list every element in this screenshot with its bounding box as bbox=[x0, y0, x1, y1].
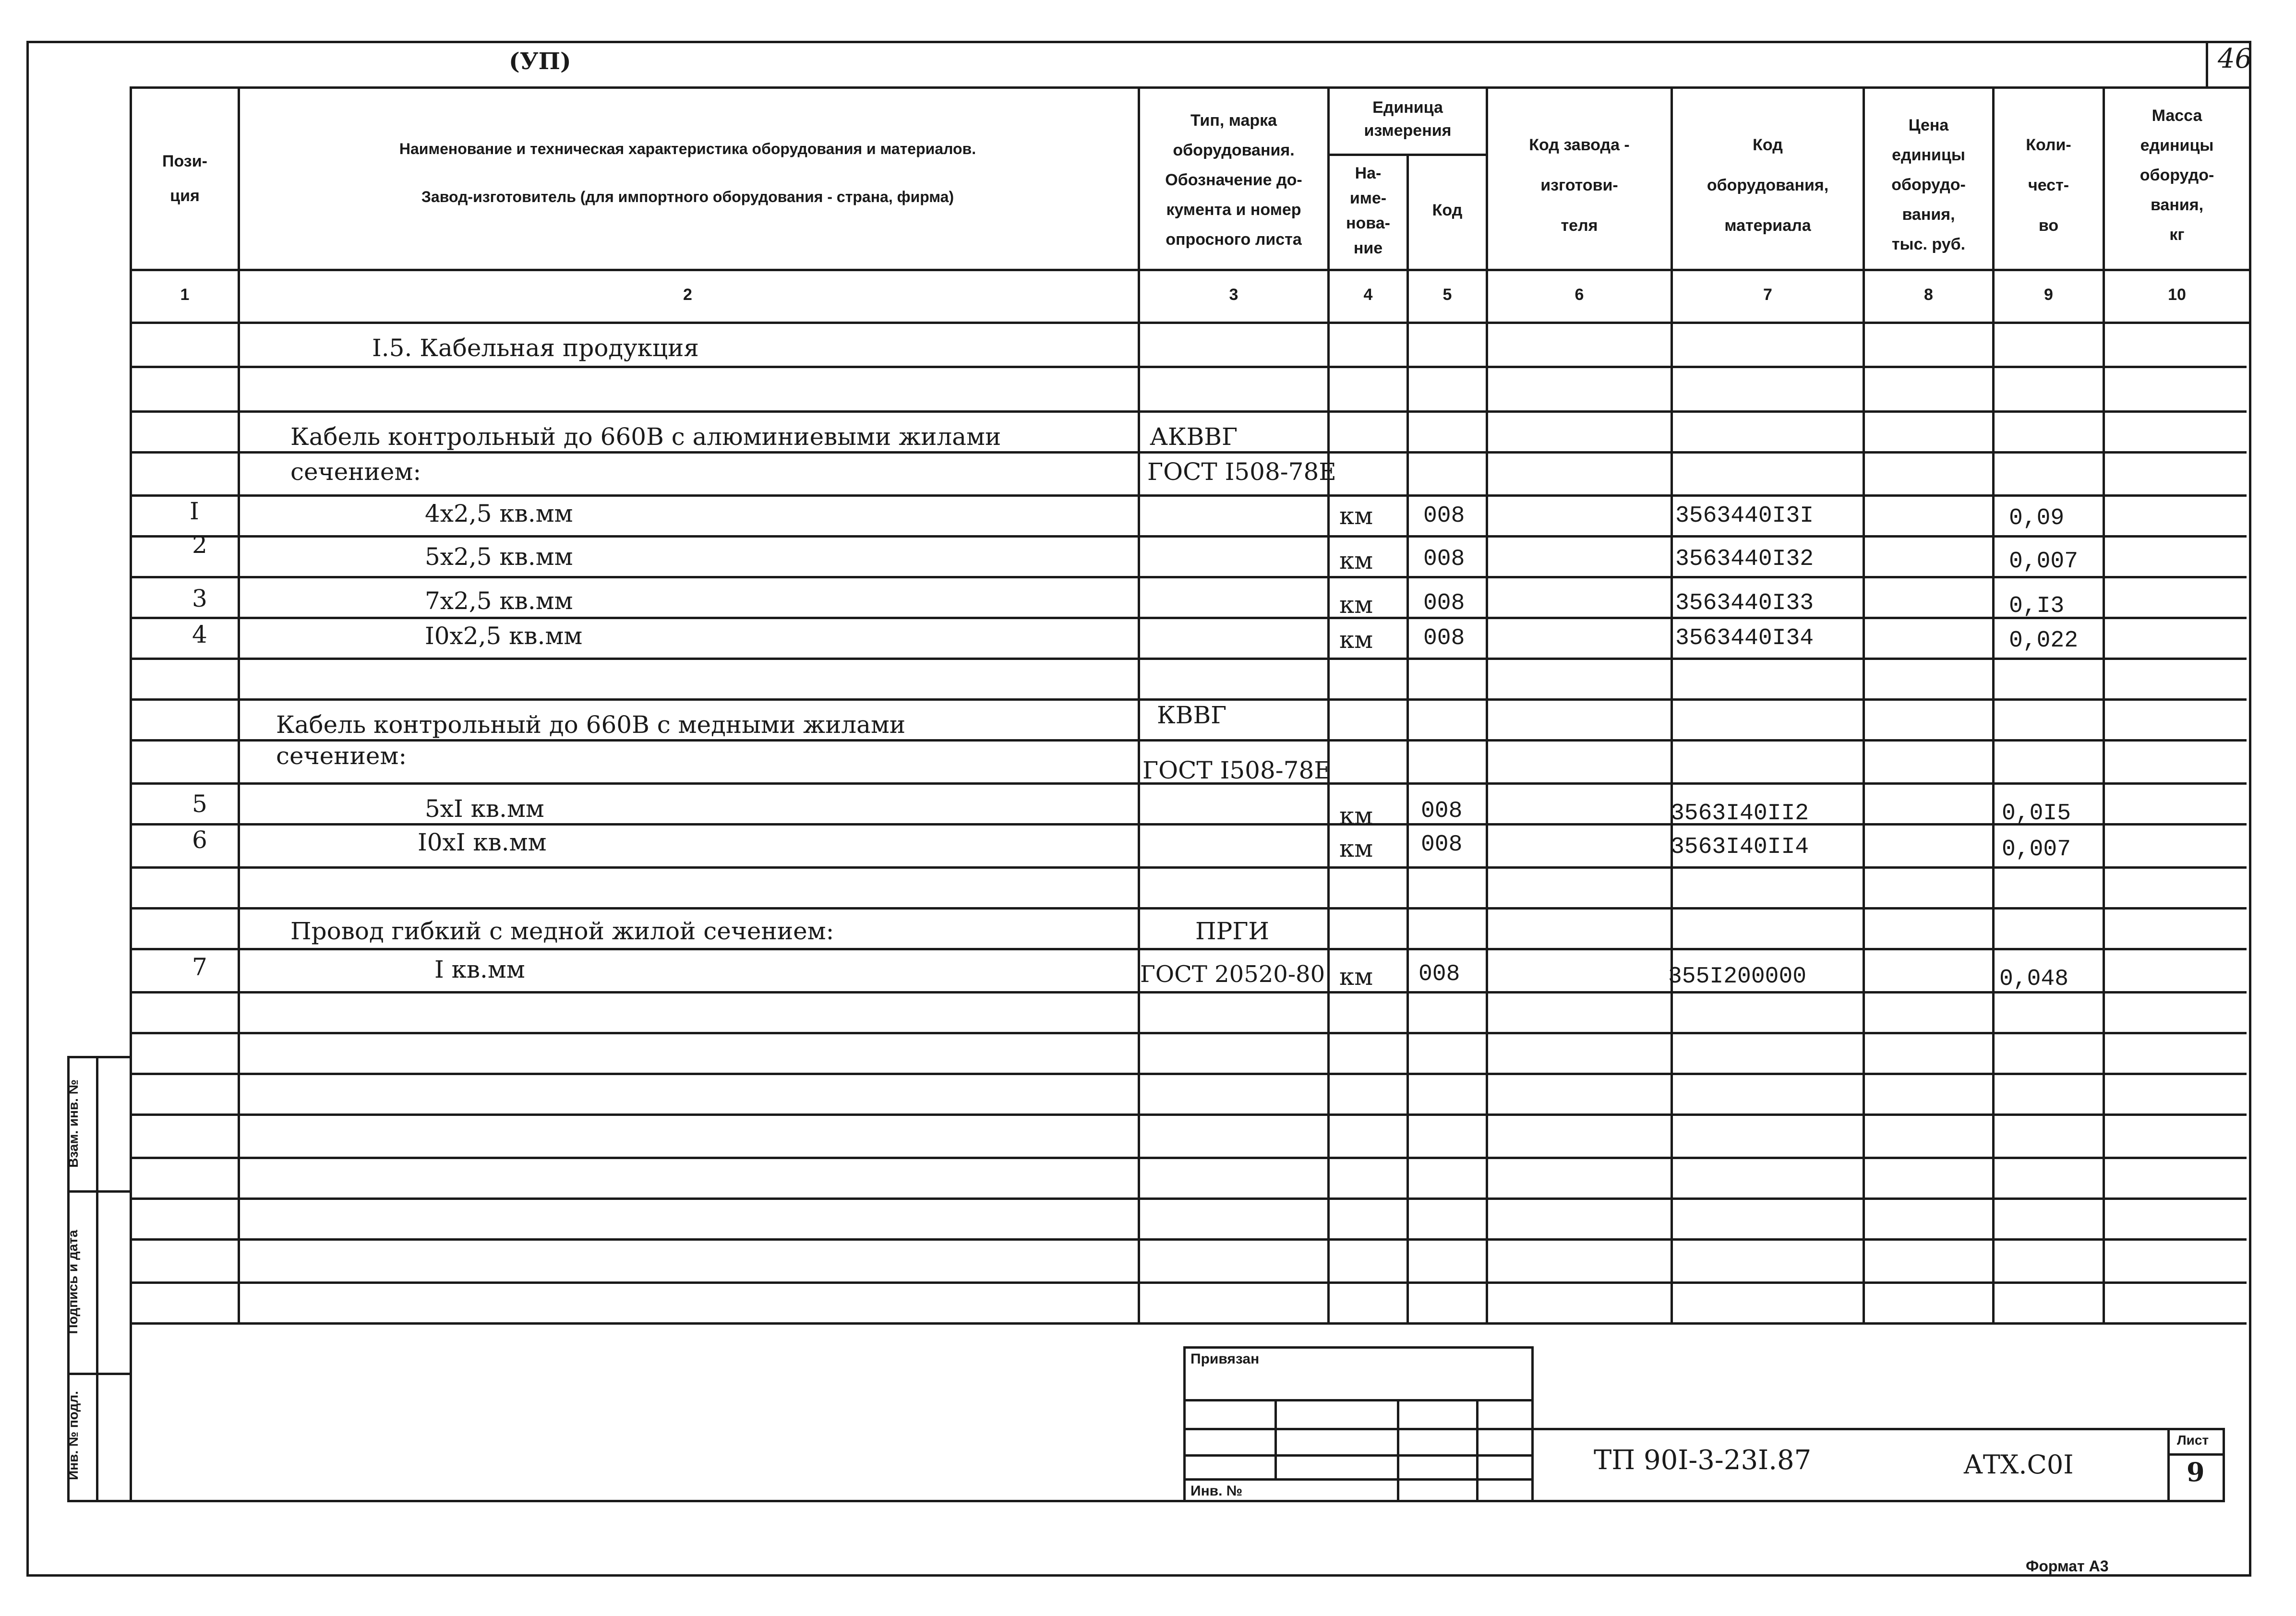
row-unit-code: 008 bbox=[1421, 798, 1463, 824]
header-unit-price: Цена единицы оборудо- вания, тыс. руб. bbox=[1891, 116, 1966, 253]
row-equipment-code: 3563440I33 bbox=[1675, 590, 1814, 616]
row-name: Кабель контрольный до 660В с алюминиевыми жилами bbox=[290, 423, 1001, 451]
column-number-9: 9 bbox=[2044, 286, 2053, 304]
header-name-line2: Завод-изготовитель (для импортного оборудования - страна, фирма) bbox=[421, 188, 954, 205]
row-quantity: 0,0I5 bbox=[2002, 801, 2071, 826]
row-position: 7 bbox=[192, 953, 207, 981]
row-unit-code: 008 bbox=[1423, 503, 1465, 529]
header-quantity: Коли- чест- во bbox=[2026, 136, 2071, 235]
row-name: 4х2,5 кв.мм bbox=[425, 500, 573, 527]
row-name: сечением: bbox=[276, 742, 407, 770]
project-code: ТП 90I-3-23I.87 bbox=[1594, 1445, 1812, 1476]
sheet-top-label: (УП) bbox=[509, 48, 571, 75]
row-quantity: 0,09 bbox=[2009, 505, 2065, 531]
row-unit: км bbox=[1339, 963, 1373, 991]
row-quantity: 0,I3 bbox=[2009, 593, 2065, 619]
row-position: 6 bbox=[192, 826, 207, 854]
row-quantity: 0,007 bbox=[2002, 837, 2071, 862]
header-mass: Масса единицы оборудо- вания, кг bbox=[2140, 107, 2214, 244]
row-unit-code: 008 bbox=[1418, 961, 1460, 987]
row-type: ГОСТ I508-78Е bbox=[1147, 458, 1336, 486]
column-number-3: 3 bbox=[1229, 286, 1238, 304]
header-unit-group: Единица измерения bbox=[1364, 98, 1452, 140]
column-number-6: 6 bbox=[1575, 286, 1584, 304]
header-equipment-code: Код оборудования, материала bbox=[1707, 136, 1829, 235]
row-quantity: 0,048 bbox=[1999, 966, 2069, 992]
header-type: Тип, марка оборудования. Обозначение до- кумента и номер опросного листа bbox=[1165, 111, 1302, 249]
row-unit-code: 008 bbox=[1423, 590, 1465, 616]
row-unit: км bbox=[1339, 835, 1373, 862]
row-name: I0х2,5 кв.мм bbox=[425, 622, 583, 650]
row-position: 2 bbox=[192, 531, 207, 559]
column-number-10: 10 bbox=[2168, 286, 2186, 304]
row-position: 4 bbox=[192, 621, 207, 648]
column-number-2: 2 bbox=[683, 286, 692, 304]
row-name: I0хI кв.мм bbox=[418, 828, 547, 856]
attached-label: Привязан bbox=[1190, 1351, 1260, 1367]
inventory-number-label: Инв. № bbox=[1190, 1483, 1243, 1499]
header-unit-code: Код bbox=[1432, 201, 1463, 219]
row-unit: км bbox=[1339, 802, 1373, 830]
row-equipment-code: 3563I40II4 bbox=[1671, 834, 1809, 860]
row-unit: км bbox=[1339, 502, 1373, 530]
header-factory-code: Код завода - изготови- теля bbox=[1529, 136, 1630, 235]
sheet-number: 9 bbox=[2187, 1457, 2205, 1487]
row-equipment-code: 3563I40II2 bbox=[1671, 801, 1809, 826]
row-name: I кв.мм bbox=[434, 956, 525, 983]
row-type: КВВГ bbox=[1157, 701, 1227, 729]
row-type: АКВВГ bbox=[1150, 423, 1238, 451]
format-label: Формат А3 bbox=[2026, 1557, 2109, 1575]
row-name: 5х2,5 кв.мм bbox=[425, 543, 573, 571]
document-code: АТХ.С0I bbox=[1963, 1449, 2074, 1480]
sheet-label: Лист bbox=[2177, 1433, 2209, 1448]
sheet-corner-number: 46 bbox=[2218, 43, 2252, 74]
row-unit-code: 008 bbox=[1421, 832, 1463, 858]
row-equipment-code: 355I200000 bbox=[1668, 964, 1807, 990]
row-name: I.5. Кабельная продукция bbox=[372, 334, 699, 362]
row-type: ГОСТ I508-78Е bbox=[1142, 756, 1332, 784]
row-unit-code: 008 bbox=[1423, 546, 1465, 572]
row-name: 5хI кв.мм bbox=[425, 795, 544, 823]
row-name: 7х2,5 кв.мм bbox=[425, 587, 573, 615]
row-type: ПРГИ bbox=[1195, 917, 1269, 945]
row-unit: км bbox=[1339, 626, 1373, 654]
header-unit-name: На- име- нова- ние bbox=[1346, 164, 1390, 257]
row-position: I bbox=[190, 497, 199, 525]
row-position: 3 bbox=[192, 585, 207, 612]
row-type: ГОСТ 20520-80 bbox=[1140, 961, 1325, 988]
column-number-8: 8 bbox=[1924, 286, 1933, 304]
header-position: Пози- ция bbox=[162, 152, 207, 205]
column-number-1: 1 bbox=[180, 286, 190, 304]
row-quantity: 0,007 bbox=[2009, 549, 2079, 575]
row-name: сечением: bbox=[290, 458, 421, 486]
row-quantity: 0,022 bbox=[2009, 628, 2079, 654]
side-stamp-replacement-inv: Взам. инв. № bbox=[66, 1079, 81, 1168]
row-unit: км bbox=[1339, 591, 1373, 619]
column-number-5: 5 bbox=[1443, 286, 1452, 304]
side-stamp-signature-date: Подпись и дата bbox=[65, 1230, 80, 1334]
row-unit: км bbox=[1339, 547, 1373, 575]
row-equipment-code: 3563440I3I bbox=[1675, 503, 1814, 529]
row-equipment-code: 3563440I34 bbox=[1675, 625, 1814, 651]
header-name-line1: Наименование и техническая характеристика оборудования и материалов. bbox=[399, 140, 976, 157]
row-name: Провод гибкий с медной жилой сечением: bbox=[290, 917, 834, 945]
row-unit-code: 008 bbox=[1423, 625, 1465, 651]
column-number-7: 7 bbox=[1763, 286, 1772, 304]
row-equipment-code: 3563440I32 bbox=[1675, 546, 1814, 572]
row-name: Кабель контрольный до 660В с медными жилами bbox=[276, 711, 906, 739]
side-stamp-original-inv: Инв. № подл. bbox=[66, 1391, 81, 1480]
row-position: 5 bbox=[192, 790, 207, 818]
column-number-4: 4 bbox=[1363, 286, 1373, 304]
